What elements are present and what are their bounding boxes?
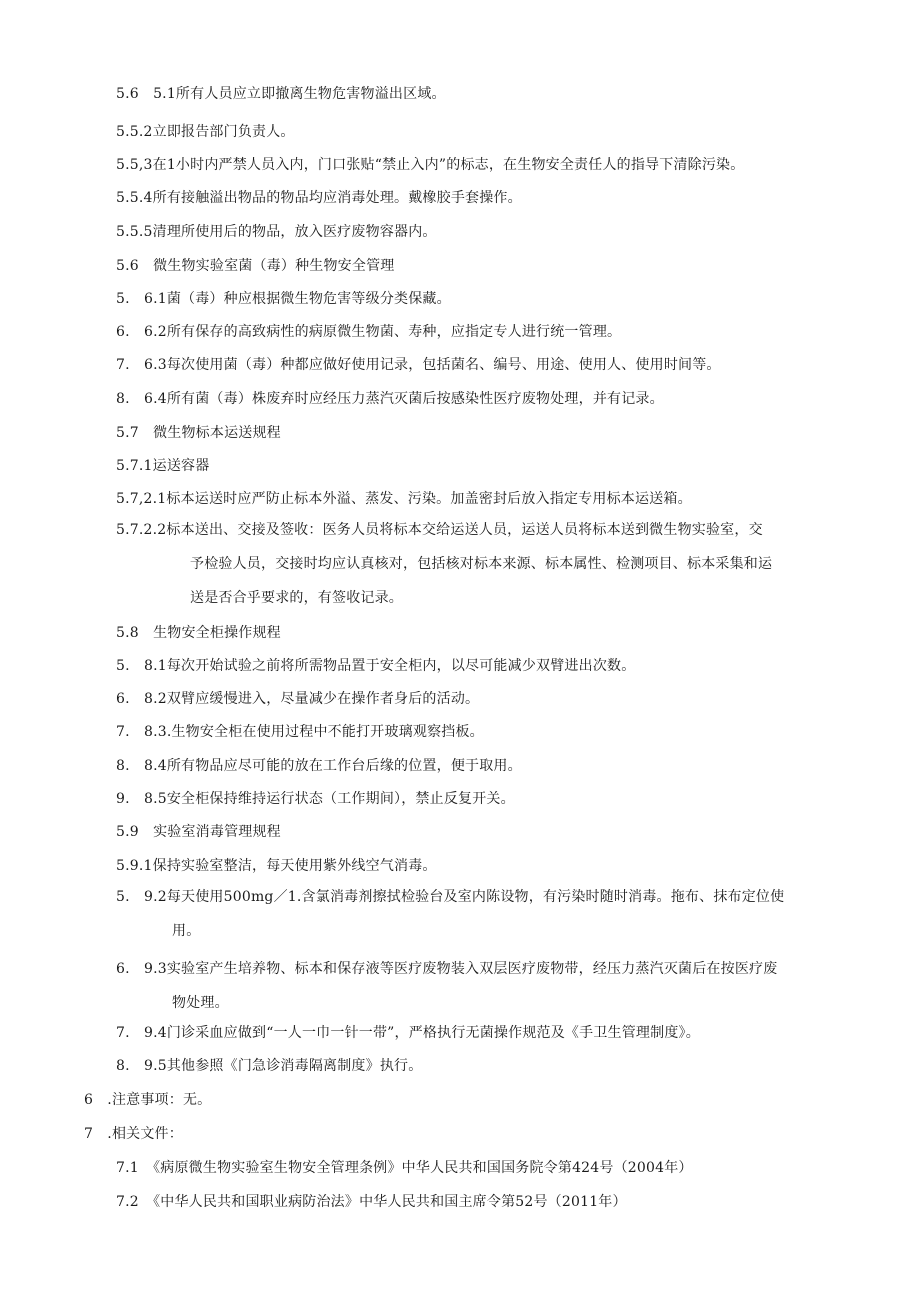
text-line: 用。 — [172, 923, 201, 939]
text-line: 8. 8.4所有物品应尽可能的放在工作台后缘的位置，便于取用。 — [116, 758, 522, 774]
text-line: 8. 9.5其他参照《门急诊消毒隔离制度》执行。 — [116, 1058, 423, 1074]
text-line: 送是否合乎要求的，有签收记录。 — [190, 590, 403, 606]
text-line: 6. 8.2双臂应缓慢进入，尽量减少在操作者身后的活动。 — [116, 691, 480, 707]
text-line: 5.6 5.1所有人员应立即撤离生物危害物溢出区域。 — [116, 86, 446, 102]
section-heading: 5.9 实验室消毒管理规程 — [116, 824, 281, 840]
paragraph — [116, 880, 784, 948]
paragraph — [116, 513, 772, 615]
reference-item: 7.2 《中华人民共和国职业病防治法》中华人民共和国主席令第52号（2011年） — [116, 1194, 627, 1210]
chapter-heading: 6 .注意事项：无。 — [84, 1092, 212, 1108]
section-heading: 5.6 微生物实验室菌（毒）种生物安全管理 — [116, 258, 395, 274]
reference-item: 7.1 《病原微生物实验室生物安全管理条例》中华人民共和国国务院令第424号（2004年） — [116, 1160, 693, 1176]
section-heading: 5.7 微生物标本运送规程 — [116, 425, 281, 441]
text-line: 5.7,2.1标本运送时应严防止标本外溢、蒸发、污染。加盖密封后放入指定专用标本运送箱。 — [116, 491, 692, 507]
text-line: 5. 8.1每次开始试验之前将所需物品置于安全柜内，以尽可能减少双臂进出次数。 — [116, 658, 636, 674]
text-line: 5.5.4所有接触溢出物品的物品均应消毒处理。戴橡胶手套操作。 — [116, 190, 522, 206]
text-line: 5.5,3在1小时内严禁人员入内，门口张贴“禁止入内”的标志，在生物安全责任人的指导下清除污染。 — [116, 157, 745, 173]
text-line: 7. 6.3每次使用菌（毒）种都应做好使用记录，包括菌名、编号、用途、使用人、使用时间等。 — [116, 357, 721, 373]
text-line: 6. 9.3实验室产生培养物、标本和保存液等医疗废物装入双层医疗废物带，经压力蒸汽灭菌后在按医疗废 — [116, 961, 778, 977]
section-heading: 5.8 生物安全柜操作规程 — [116, 625, 281, 641]
text-line: 5.5.5清理所使用后的物品，放入医疗废物容器内。 — [116, 224, 437, 240]
text-line: 5. 9.2每天使用500mg／1.含氯消毒剂擦拭检验台及室内陈设物，有污染时随时消毒。拖布、抹布定位使 — [116, 889, 785, 905]
paragraph — [116, 952, 777, 1020]
text-line: 予检验人员，交接时均应认真核对，包括核对标本来源、标本属性、检测项目、标本采集和运 — [190, 556, 773, 572]
text-line: 9. 8.5安全柜保持维持运行状态（工作期间），禁止反复开关。 — [116, 791, 515, 807]
text-line: 7. 9.4门诊采血应做到“一人一巾一针一带”，严格执行无菌操作规范及《手卫生管理制度》。 — [116, 1025, 700, 1041]
text-line: 5.7.1运送容器 — [116, 458, 210, 474]
chapter-heading: 7 .相关文件： — [84, 1126, 183, 1142]
text-line: 5.9.1保持实验室整洁，每天使用紫外线空气消毒。 — [116, 858, 437, 874]
text-line: 6. 6.2所有保存的高致病性的病原微生物菌、寿种，应指定专人进行统一管理。 — [116, 324, 622, 340]
text-line: 5.5.2立即报告部门负责人。 — [116, 124, 295, 140]
text-line: 8. 6.4所有菌（毒）株废弃时应经压力蒸汽灭菌后按感染性医疗废物处理，并有记录。 — [116, 391, 664, 407]
text-line: 7. 8.3.生物安全柜在使用过程中不能打开玻璃观察挡板。 — [116, 724, 484, 740]
text-line: 物处理。 — [172, 995, 229, 1011]
text-line: 5. 6.1菌（毒）种应根据微生物危害等级分类保藏。 — [116, 291, 451, 307]
text-line: 5.7.2.2标本送出、交接及签收：医务人员将标本交给运送人员，运送人员将标本送到微生物实验室，交 — [116, 522, 763, 538]
